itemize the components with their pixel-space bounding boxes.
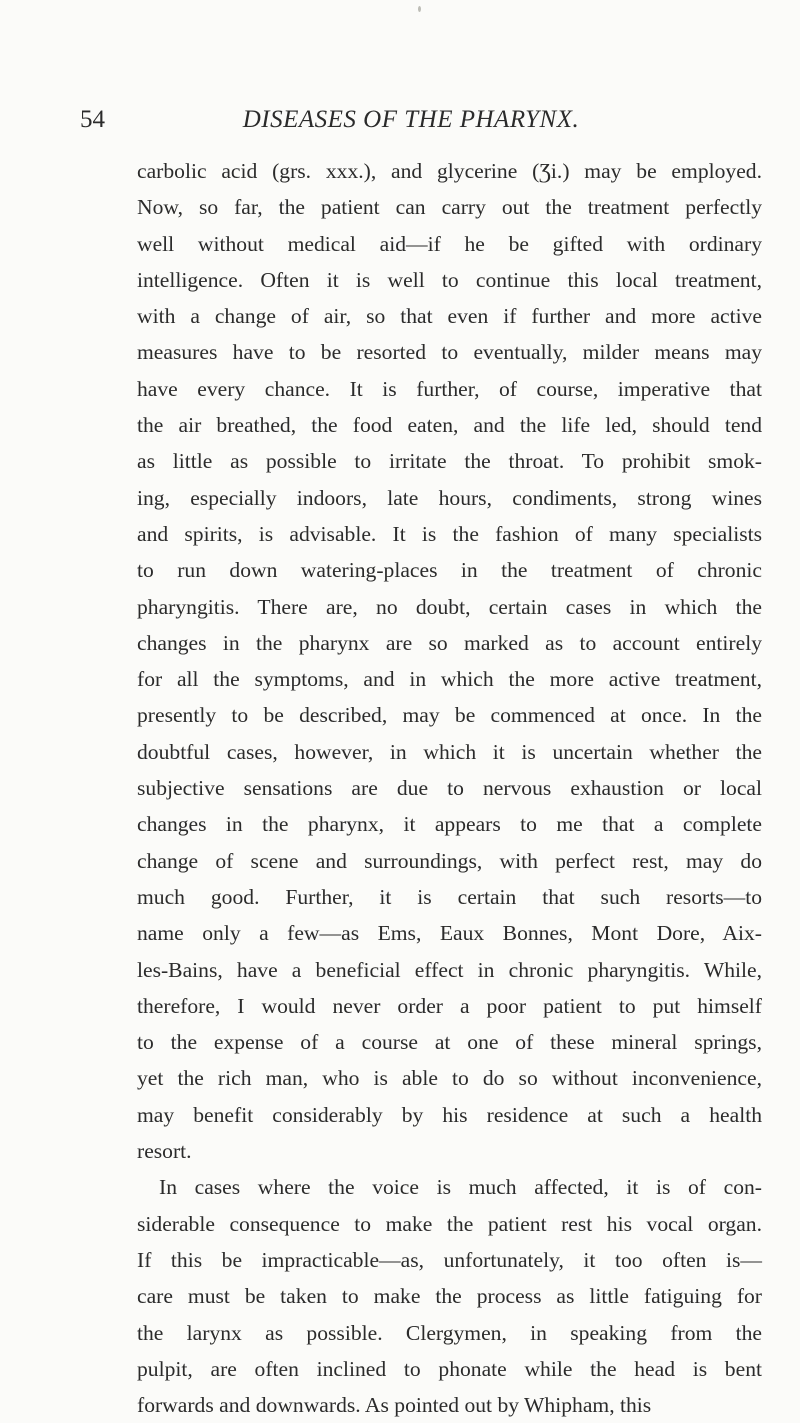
text-line: and spirits, is advisable. It is the fashion of many specialists [137, 521, 762, 546]
text-line: ing, especially indoors, late hours, condiments, strong wines [137, 485, 762, 510]
text-line: If this be impracticable—as, unfortunately, it too often is— [137, 1247, 762, 1272]
text-line: changes in the pharynx, it appears to me that a complete [137, 812, 762, 837]
text-line: the larynx as possible. Clergymen, in speaking from the [137, 1320, 762, 1345]
text-line: In cases where the voice is much affected, it is of con- [159, 1175, 762, 1200]
text-line: to the expense of a course at one of these mineral springs, [137, 1030, 762, 1055]
text-line: yet the rich man, who is able to do so without inconvenience, [137, 1066, 762, 1091]
text-line: the air breathed, the food eaten, and the life led, should tend [137, 413, 762, 438]
text-line: les-Bains, have a beneficial effect in chronic pharyngitis. While, [137, 957, 762, 982]
text-line: resort. [137, 1139, 192, 1164]
page-header [80, 100, 742, 140]
text-line: measures have to be resorted to eventually, milder means may [137, 340, 762, 365]
text-line: have every chance. It is further, of course, imperative that [137, 376, 762, 401]
text-line: pulpit, are often inclined to phonate while the head is bent [137, 1356, 762, 1381]
text-line: care must be taken to make the process as little fatiguing for [137, 1284, 762, 1309]
paper-speck [418, 6, 421, 12]
text-line: well without medical aid—if he be gifted with ordinary [137, 231, 762, 256]
paragraph [137, 153, 762, 1169]
text-line: name only a few—as Ems, Eaux Bonnes, Mont Dore, Aix- [137, 921, 762, 946]
text-line: siderable consequence to make the patient rest his vocal organ. [137, 1211, 762, 1236]
text-line: to run down watering-places in the treatment of chronic [137, 558, 762, 583]
text-line: changes in the pharynx are so marked as to account entirely [137, 630, 762, 655]
text-line: forwards and downwards. As pointed out by Whipham, this [137, 1393, 652, 1418]
text-line: intelligence. Often it is well to continue this local treatment, [137, 267, 762, 292]
text-line: change of scene and surroundings, with perfect rest, may do [137, 848, 762, 873]
text-line: for all the symptoms, and in which the more active treatment, [137, 667, 762, 692]
text-line: Now, so far, the patient can carry out the treatment perfectly [137, 195, 762, 220]
paragraph [137, 1169, 762, 1423]
text-line: subjective sensations are due to nervous exhaustion or local [137, 776, 762, 801]
body-text [137, 153, 762, 1423]
text-line: much good. Further, it is certain that such resorts—to [137, 884, 762, 909]
text-line: pharyngitis. There are, no doubt, certain cases in which the [137, 594, 762, 619]
text-line: as little as possible to irritate the throat. To prohibit smok- [137, 449, 762, 474]
text-line: may benefit considerably by his residence at such a health [137, 1102, 762, 1127]
running-title: DISEASES OF THE PHARYNX. [242, 106, 580, 133]
page-number: 54 [80, 106, 105, 133]
text-line: carbolic acid (grs. xxx.), and glycerine (Ʒi.) may be employed. [137, 159, 762, 183]
text-line: with a change of air, so that even if further and more active [137, 304, 762, 329]
text-line: doubtful cases, however, in which it is uncertain whether the [137, 739, 762, 764]
text-line: presently to be described, may be commenced at once. In the [137, 703, 762, 728]
text-line: therefore, I would never order a poor patient to put himself [137, 993, 762, 1018]
